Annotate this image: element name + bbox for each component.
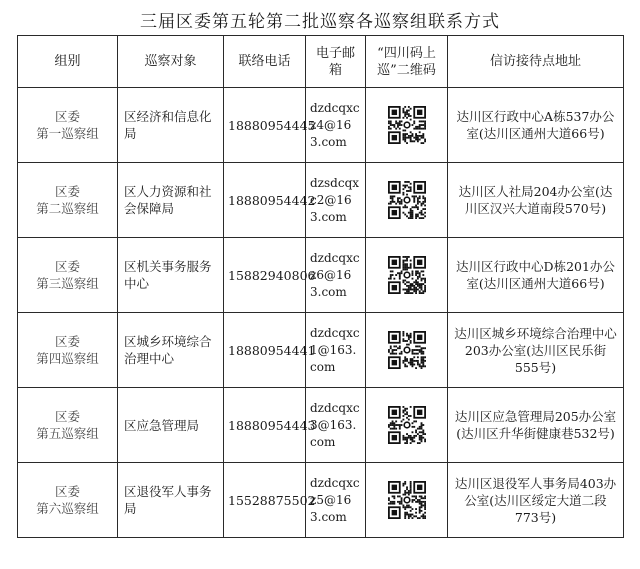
address-cell: 达川区行政中心D栋201办公室(达川区通州大道66号): [448, 238, 624, 313]
qr-cell: [366, 238, 448, 313]
header-email: 电子邮箱: [306, 36, 366, 88]
email-cell: dzdcqxc1@163.com: [306, 313, 366, 388]
target-cell: 区机关事务服务中心: [118, 238, 224, 313]
group-label-line2: 第五巡察组: [36, 426, 99, 441]
table-row: [18, 313, 624, 388]
phone-cell: 18880954442: [224, 163, 306, 238]
group-label-line1: 区委: [54, 409, 80, 424]
qr-code-icon[interactable]: [370, 331, 443, 369]
email-cell: dzdcqxcz6@163.com: [306, 238, 366, 313]
header-qr: “四川码上巡”二维码: [366, 36, 448, 88]
phone-cell: 15882940806: [224, 238, 306, 313]
address-cell: 达川区退役军人事务局403办公室(达川区绥定大道二段773号): [448, 463, 624, 538]
qr-code-icon[interactable]: [370, 106, 443, 144]
address-cell: 达川区应急管理局205办公室(达川区升华街健康巷532号): [448, 388, 624, 463]
phone-cell: 18880954445: [224, 88, 306, 163]
header-group: 组别: [18, 36, 118, 88]
phone-cell: 15528875502: [224, 463, 306, 538]
target-cell: 区经济和信息化局: [118, 88, 224, 163]
email-cell: dzsdcqxc2@163.com: [306, 163, 366, 238]
qr-cell: [366, 313, 448, 388]
email-cell: dzdcqxcz4@163.com: [306, 88, 366, 163]
header-address: 信访接待点地址: [448, 36, 624, 88]
address-cell: 达川区城乡环境综合治理中心203办公室(达川区民乐街555号): [448, 313, 624, 388]
address-cell: 达川区行政中心A栋537办公室(达川区通州大道66号): [448, 88, 624, 163]
group-cell: [18, 388, 118, 463]
group-cell: [18, 238, 118, 313]
header-row: [18, 36, 624, 88]
group-cell: [18, 313, 118, 388]
target-cell: 区退役军人事务局: [118, 463, 224, 538]
email-cell: dzdcqxc3@163.com: [306, 388, 366, 463]
group-label-line2: 第四巡察组: [36, 351, 99, 366]
group-label-line1: 区委: [54, 259, 80, 274]
table-row: [18, 163, 624, 238]
group-cell: [18, 463, 118, 538]
target-cell: 区应急管理局: [118, 388, 224, 463]
qr-code-icon[interactable]: [370, 406, 443, 444]
group-cell: [18, 163, 118, 238]
qr-code-icon[interactable]: [370, 256, 443, 294]
group-label-line2: 第一巡察组: [36, 126, 99, 141]
group-label-line2: 第二巡察组: [36, 201, 99, 216]
address-cell: 达川区人社局204办公室(达川区汉兴大道南段570号): [448, 163, 624, 238]
contact-table: [17, 35, 624, 538]
group-label-line1: 区委: [54, 484, 80, 499]
group-cell: [18, 88, 118, 163]
header-phone: 联络电话: [224, 36, 306, 88]
table-row: [18, 88, 624, 163]
group-label-line2: 第六巡察组: [36, 501, 99, 516]
phone-cell: 18880954441: [224, 313, 306, 388]
table-row: [18, 388, 624, 463]
qr-cell: [366, 388, 448, 463]
qr-code-icon[interactable]: [370, 481, 443, 519]
qr-cell: [366, 463, 448, 538]
qr-cell: [366, 88, 448, 163]
group-label-line1: 区委: [54, 109, 80, 124]
group-label-line2: 第三巡察组: [36, 276, 99, 291]
header-target: 巡察对象: [118, 36, 224, 88]
target-cell: 区人力资源和社会保障局: [118, 163, 224, 238]
group-label-line1: 区委: [54, 184, 80, 199]
target-cell: 区城乡环境综合治理中心: [118, 313, 224, 388]
table-row: [18, 238, 624, 313]
group-label-line1: 区委: [54, 334, 80, 349]
table-row: [18, 463, 624, 538]
document-title: 三届区委第五轮第二批巡察各巡察组联系方式: [140, 12, 500, 32]
qr-code-icon[interactable]: [370, 181, 443, 219]
phone-cell: 18880954443: [224, 388, 306, 463]
email-cell: dzdcqxcz5@163.com: [306, 463, 366, 538]
qr-cell: [366, 163, 448, 238]
